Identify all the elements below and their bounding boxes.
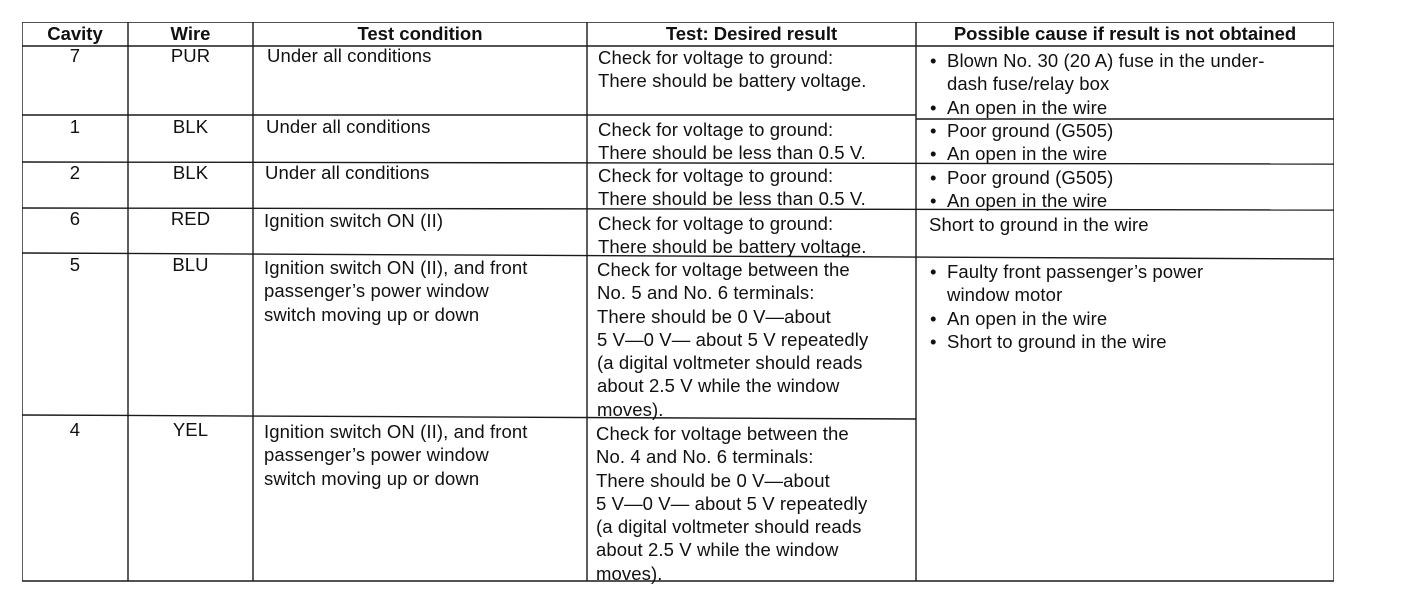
cell-test-condition	[264, 256, 528, 326]
cause-continuation: window motor	[947, 284, 1063, 306]
condition-line: switch moving up or down	[264, 303, 480, 325]
cell-desired-result	[598, 118, 866, 165]
header-desired-result: Test: Desired result	[665, 23, 838, 44]
result-line: about 2.5 V while the window	[597, 375, 840, 397]
cell-cavity: 6	[69, 208, 81, 229]
result-line: There should be 0 V—about	[596, 469, 830, 491]
result-line: 5 V—0 V— about 5 V repeatedly	[596, 492, 868, 514]
result-line: (a digital voltmeter should reads	[597, 352, 863, 374]
condition-line: passenger’s power window	[264, 280, 489, 302]
condition-line: passenger’s power window	[264, 444, 489, 466]
condition-line: Under all conditions	[267, 45, 432, 66]
result-line: Check for voltage to ground:	[598, 119, 834, 140]
result-line: moves).	[597, 398, 664, 420]
cell-desired-result	[597, 258, 868, 421]
cell-cavity: 5	[69, 254, 81, 275]
header-cavity: Cavity	[47, 23, 103, 44]
result-line: No. 5 and No. 6 terminals:	[597, 282, 815, 304]
cause-bullet: • An open in the wire	[926, 307, 1203, 330]
header-wire: Wire	[170, 23, 211, 44]
cell-wire: BLK	[172, 116, 209, 137]
result-line: Check for voltage to ground:	[598, 47, 834, 68]
result-line: Check for voltage between the	[596, 423, 849, 444]
test-table	[22, 22, 1334, 582]
cause-bullet: • Poor ground (G505)	[926, 166, 1113, 189]
cell-desired-result	[598, 46, 867, 93]
cause-bullet: • Blown No. 30 (20 A) fuse in the under-	[926, 49, 1264, 72]
result-line: There should be battery voltage.	[598, 70, 867, 92]
condition-line: Under all conditions	[266, 116, 431, 137]
cell-test-condition	[267, 44, 431, 67]
result-line: about 2.5 V while the window	[596, 539, 839, 561]
result-line: There should be less than 0.5 V.	[598, 142, 866, 164]
condition-line: Ignition switch ON (II)	[264, 210, 444, 231]
result-line: Check for voltage between the	[597, 259, 850, 280]
cell-wire: RED	[170, 208, 211, 229]
result-line: No. 4 and No. 6 terminals:	[596, 446, 814, 468]
cell-test-condition	[265, 161, 429, 184]
header-possible-cause: Possible cause if result is not obtained	[953, 23, 1297, 44]
cause-bullet: • An open in the wire	[926, 142, 1113, 165]
cell-test-condition	[264, 209, 443, 232]
result-line: moves).	[596, 562, 663, 584]
cell-wire: PUR	[170, 45, 211, 66]
result-line: There should be less than 0.5 V.	[598, 188, 866, 210]
cause-continuation: dash fuse/relay box	[947, 73, 1110, 95]
cell-wire: BLU	[172, 254, 209, 275]
cause-bullet: • An open in the wire	[926, 96, 1264, 119]
cell-cavity: 7	[69, 45, 81, 66]
cell-test-condition	[266, 115, 430, 138]
cause-bullet: • Short to ground in the wire	[926, 330, 1203, 353]
condition-line: Ignition switch ON (II), and front	[264, 257, 528, 278]
cause-plain: Short to ground in the wire	[929, 214, 1149, 235]
cause-bullet: • Poor ground (G505)	[926, 119, 1113, 142]
result-line: There should be 0 V—about	[597, 305, 831, 327]
cell-possible-cause	[926, 166, 1113, 213]
cause-bullet: • Faulty front passenger’s power	[926, 260, 1203, 283]
cell-possible-cause	[926, 119, 1113, 166]
cell-cavity: 2	[69, 162, 81, 183]
cell-possible-cause	[929, 213, 1149, 236]
condition-line: Under all conditions	[265, 162, 430, 183]
cell-cavity: 4	[69, 419, 81, 440]
result-line: There should be battery voltage.	[598, 236, 867, 258]
cell-desired-result	[596, 422, 867, 585]
header-test-condition: Test condition	[357, 23, 483, 44]
cell-wire: YEL	[172, 419, 209, 440]
cell-desired-result	[598, 212, 867, 259]
result-line: Check for voltage to ground:	[598, 213, 834, 234]
cause-bullet: • An open in the wire	[926, 189, 1113, 212]
result-line: (a digital voltmeter should reads	[596, 516, 862, 538]
cell-test-condition	[264, 420, 528, 490]
condition-line: switch moving up or down	[264, 467, 480, 489]
result-line: Check for voltage to ground:	[598, 165, 834, 186]
condition-line: Ignition switch ON (II), and front	[264, 421, 528, 442]
cell-desired-result	[598, 164, 866, 211]
cell-possible-cause	[926, 49, 1264, 119]
cell-wire: BLK	[172, 162, 209, 183]
result-line: 5 V—0 V— about 5 V repeatedly	[597, 328, 869, 350]
cell-cavity: 1	[69, 116, 81, 137]
cell-possible-cause	[926, 260, 1203, 353]
